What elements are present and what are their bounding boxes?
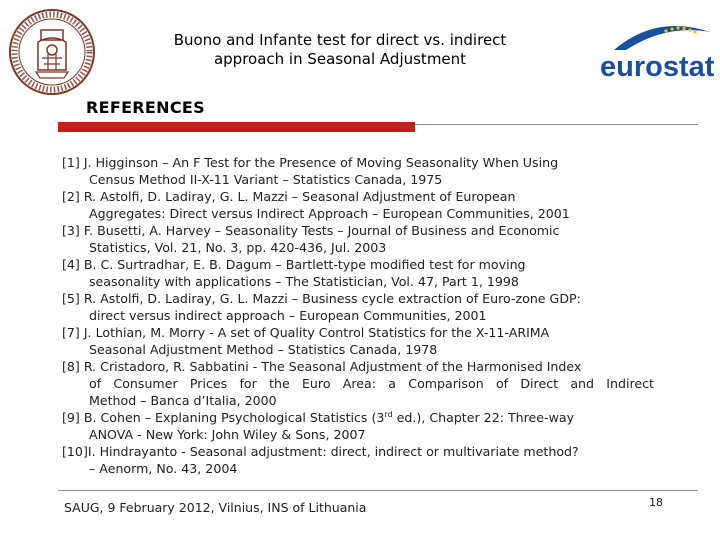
reference-item bbox=[62, 409, 662, 426]
reference-number: [8] bbox=[62, 359, 84, 374]
reference-item bbox=[62, 154, 662, 171]
page-number: 18 bbox=[649, 496, 663, 509]
reference-number: [4] bbox=[62, 257, 84, 272]
reference-text: seasonality with applications – The Statistician, Vol. 47, Part 1, 1998 bbox=[89, 274, 519, 289]
reference-text-part: B. Cohen – Explaning Psychological Statistics (3 bbox=[83, 410, 385, 425]
reference-item bbox=[62, 256, 662, 273]
reference-text: I. Hindrayanto - Seasonal adjustment: direct, indirect or multivariate method? bbox=[87, 444, 579, 459]
slide-title-line-1: Buono and Infante test for direct vs. indirect bbox=[173, 31, 507, 49]
reference-item bbox=[62, 188, 662, 205]
reference-text: ANOVA - New York: John Wiley & Sons, 2007 bbox=[89, 427, 366, 442]
reference-text: Census Method II-X-11 Variant – Statistics Canada, 1975 bbox=[89, 172, 443, 187]
reference-text: R. Cristadoro, R. Sabbatini - The Seasonal Adjustment of the Harmonised Index bbox=[83, 359, 582, 374]
reference-text: J. Lothian, M. Morry - A set of Quality Control Statistics for the X-11-ARIMA bbox=[83, 325, 550, 340]
slide-title bbox=[120, 31, 560, 69]
reference-number: [5] bbox=[62, 291, 84, 306]
accent-bar bbox=[58, 122, 415, 132]
reference-text: Aggregates: Direct versus Indirect Approach – European Communities, 2001 bbox=[89, 206, 570, 221]
reference-text: – Aenorm, No. 43, 2004 bbox=[89, 461, 238, 476]
footer-divider bbox=[58, 490, 698, 491]
reference-number: [10] bbox=[62, 444, 88, 459]
slide-title-line-2: approach in Seasonal Adjustment bbox=[213, 50, 467, 68]
reference-text: Statistics, Vol. 21, No. 3, pp. 420-436, Jul. 2003 bbox=[89, 240, 387, 255]
reference-text: direct versus indirect approach – European Communities, 2001 bbox=[89, 308, 487, 323]
reference-text: Seasonal Adjustment Method – Statistics Canada, 1978 bbox=[89, 342, 438, 357]
references-list bbox=[62, 154, 662, 477]
reference-text-part: ed.), Chapter 22: Three-way bbox=[392, 410, 575, 425]
reference-number: [1] bbox=[62, 155, 84, 170]
reference-item bbox=[62, 324, 662, 341]
reference-text: R. Astolfi, D. Ladiray, G. L. Mazzi – Seasonal Adjustment of European bbox=[83, 189, 516, 204]
reference-number: [2] bbox=[62, 189, 84, 204]
reference-item bbox=[62, 443, 662, 460]
reference-text: of Consumer Prices for the Euro Area: a Comparison of Direct and Indirect bbox=[89, 376, 654, 391]
reference-item bbox=[62, 358, 662, 375]
eurostat-logo bbox=[596, 20, 714, 92]
eurostat-logo-text: eurostat bbox=[600, 51, 714, 83]
reference-number: [7] bbox=[62, 325, 84, 340]
reference-text: Method – Banca d’Italia, 2000 bbox=[89, 393, 277, 408]
reference-text: J. Higginson – An F Test for the Presence of Moving Seasonality When Using bbox=[83, 155, 559, 170]
reference-text: F. Busetti, A. Harvey – Seasonality Tests – Journal of Business and Economic bbox=[83, 223, 560, 238]
reference-text: R. Astolfi, D. Ladiray, G. L. Mazzi – Business cycle extraction of Euro-zone GDP: bbox=[83, 291, 581, 306]
reference-item bbox=[62, 290, 662, 307]
superscript: rd bbox=[384, 409, 393, 419]
reference-number: [9] bbox=[62, 410, 84, 425]
university-seal-icon bbox=[8, 8, 96, 96]
reference-text bbox=[84, 409, 662, 426]
reference-item bbox=[62, 222, 662, 239]
section-title: REFERENCES bbox=[86, 98, 205, 117]
reference-text: B. C. Surtradhar, E. B. Dagum – Bartlett-type modified test for moving bbox=[83, 257, 526, 272]
footer-text: SAUG, 9 February 2012, Vilnius, INS of Lithuania bbox=[64, 500, 367, 515]
reference-number: [3] bbox=[62, 223, 84, 238]
